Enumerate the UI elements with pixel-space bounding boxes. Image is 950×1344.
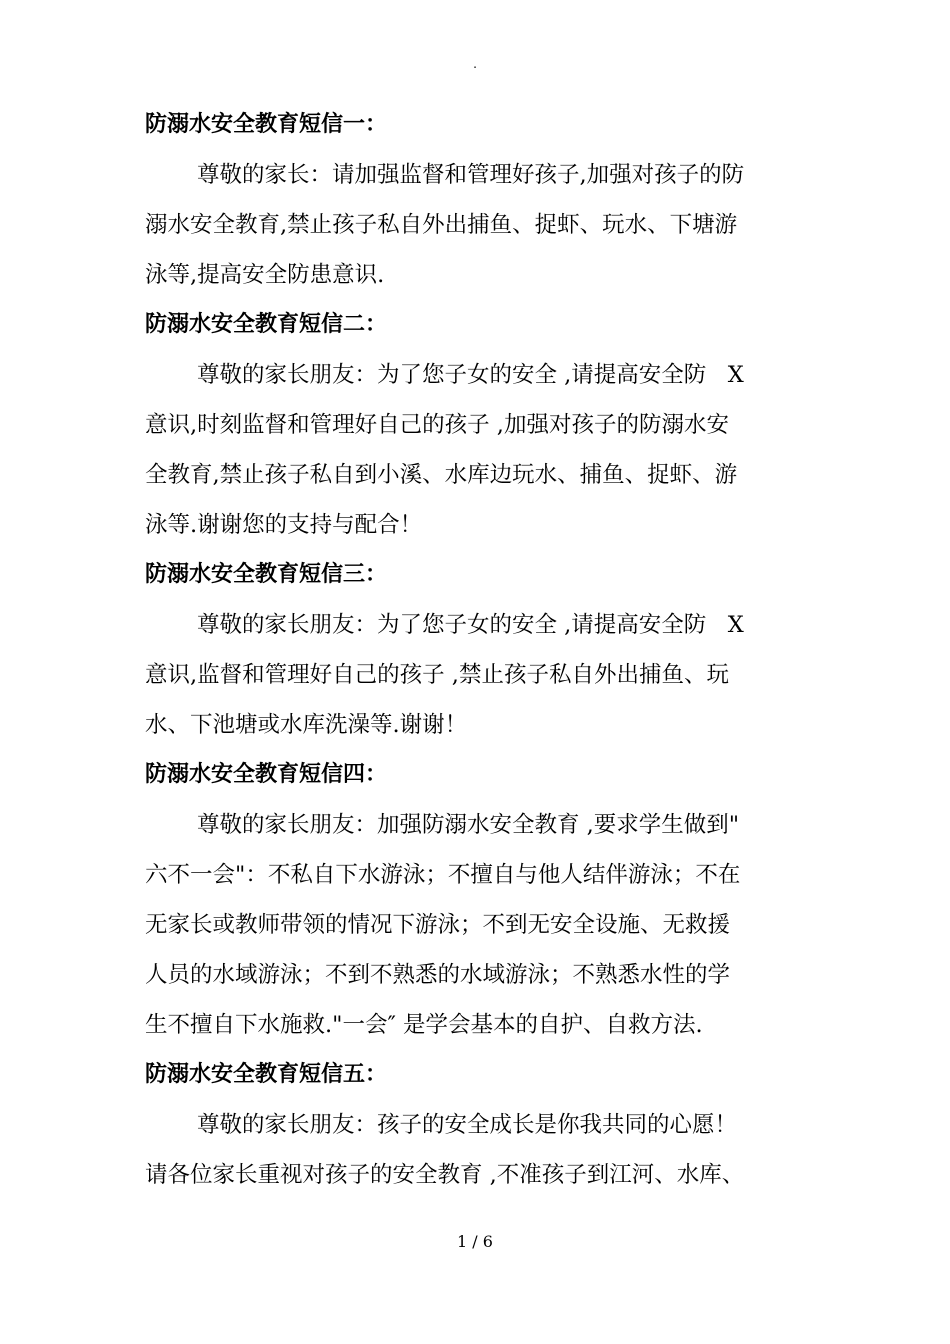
text-line: 生不擅自下水施救."一会″ 是学会基本的自护、自救方法. bbox=[145, 1012, 703, 1038]
section-3 bbox=[145, 550, 815, 750]
text-line: 泳等,提高安全防患意识. bbox=[145, 262, 385, 288]
text-line: 尊敬的家长朋友：孩子的安全成长是你我共同的心愿！ bbox=[197, 1112, 738, 1138]
section-title: 防溺水安全教育短信一： bbox=[145, 112, 388, 137]
header-mark: . bbox=[473, 57, 477, 71]
section-1 bbox=[145, 100, 815, 300]
page-number: 1 / 6 bbox=[457, 1232, 493, 1251]
section-body bbox=[145, 800, 815, 1050]
text-line: 人员的水域游泳；不到不熟悉的水域游泳；不熟悉水性的学 bbox=[145, 962, 731, 988]
text-line: 请各位家长重视对孩子的安全教育 ,不准孩子到江河、水库、 bbox=[145, 1162, 745, 1188]
text-line: 尊敬的家长朋友：为了您子女的安全 ,请提高安全防 X bbox=[197, 612, 744, 638]
section-5 bbox=[145, 1050, 815, 1200]
section-title: 防溺水安全教育短信五： bbox=[145, 1062, 388, 1087]
text-line: 意识,监督和管理好自己的孩子 ,禁止孩子私自外出捕鱼、玩 bbox=[145, 662, 729, 688]
document-body bbox=[145, 100, 815, 1200]
text-line: 六不一会"：不私自下水游泳；不擅自与他人结伴游泳；不在 bbox=[145, 862, 741, 888]
text-line: 泳等.谢谢您的支持与配合！ bbox=[145, 512, 423, 538]
text-line: 全教育,禁止孩子私自到小溪、水库边玩水、捕鱼、捉虾、游 bbox=[145, 462, 738, 488]
section-title: 防溺水安全教育短信四： bbox=[145, 762, 388, 787]
section-body bbox=[145, 600, 815, 750]
text-line: 无家长或教师带领的情况下游泳；不到无安全设施、无救援 bbox=[145, 912, 731, 938]
text-line: 溺水安全教育,禁止孩子私自外出捕鱼、捉虾、玩水、下塘游 bbox=[145, 212, 738, 238]
text-line: 尊敬的家长：请加强监督和管理好孩子,加强对孩子的防 bbox=[197, 162, 745, 188]
section-4 bbox=[145, 750, 815, 1050]
text-line: 尊敬的家长朋友：加强防溺水安全教育 ,要求学生做到" bbox=[197, 812, 740, 838]
section-body bbox=[145, 150, 815, 300]
section-title: 防溺水安全教育短信二： bbox=[145, 312, 388, 337]
text-line: 尊敬的家长朋友：为了您子女的安全 ,请提高安全防 X bbox=[197, 362, 744, 388]
section-body bbox=[145, 1100, 815, 1200]
section-2 bbox=[145, 300, 815, 550]
text-line: 意识,时刻监督和管理好自己的孩子 ,加强对孩子的防溺水安 bbox=[145, 412, 729, 438]
text-line: 水、下池塘或水库洗澡等.谢谢！ bbox=[145, 712, 468, 738]
section-body bbox=[145, 350, 815, 550]
section-title: 防溺水安全教育短信三： bbox=[145, 562, 388, 587]
